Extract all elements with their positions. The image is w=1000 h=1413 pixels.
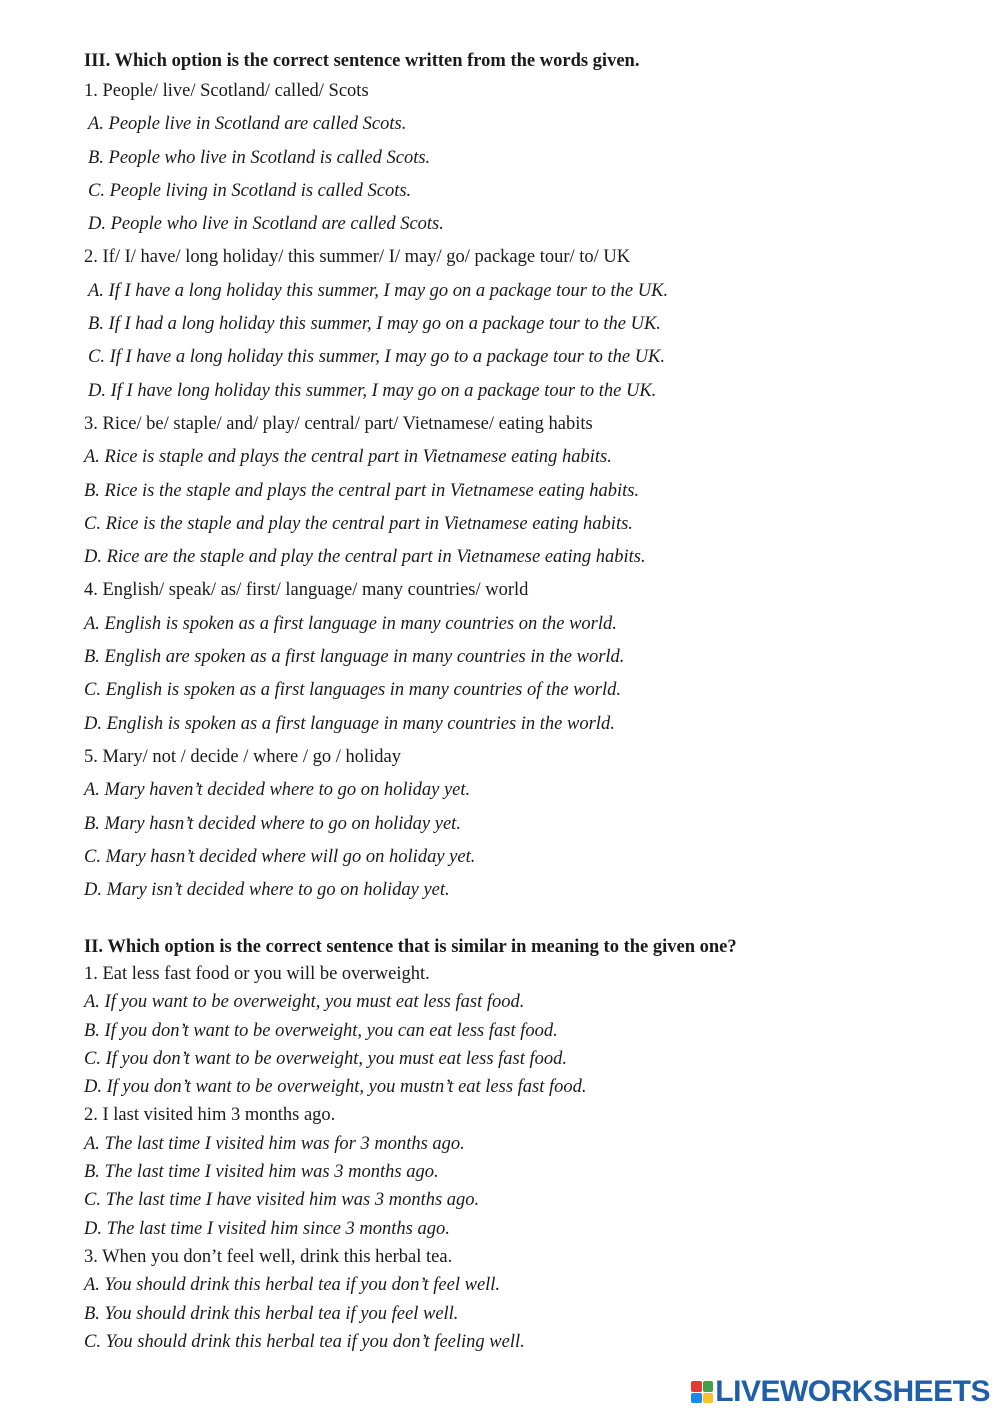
answer-option[interactable]: B. If I had a long holiday this summer, I may go on a package tour to the UK. xyxy=(88,314,661,335)
answer-option[interactable]: A. Rice is staple and plays the central part in Vietnamese eating habits. xyxy=(84,447,612,468)
answer-option[interactable]: D. People who live in Scotland are called Scots. xyxy=(88,214,444,235)
question-prompt: 1. Eat less fast food or you will be overweight. xyxy=(84,964,430,984)
answer-option[interactable]: C. Rice is the staple and play the central part in Vietnamese eating habits. xyxy=(84,513,633,534)
answer-option[interactable]: C. If you don’t want to be overweight, you must eat less fast food. xyxy=(84,1048,568,1069)
question-prompt: 4. English/ speak/ as/ first/ language/ many countries/ world xyxy=(84,580,529,601)
answer-option[interactable]: B. English are spoken as a first language in many countries in the world. xyxy=(84,647,625,668)
section-two xyxy=(84,935,964,1356)
answer-option[interactable]: B. If you don’t want to be overweight, you can eat less fast food. xyxy=(84,1020,558,1041)
logo-square-blue xyxy=(691,1393,702,1404)
liveworksheets-brand-text: LIVEWORKSHEETS xyxy=(715,1375,990,1408)
answer-option[interactable]: A. If I have a long holiday this summer, I may go on a package tour to the UK. xyxy=(88,280,669,301)
question-prompt: 3. When you don’t feel well, drink this herbal tea. xyxy=(84,1246,453,1267)
answer-option[interactable]: D. If you don’t want to be overweight, you mustn’t eat less fast food. xyxy=(84,1077,587,1098)
answer-option[interactable]: A. If you want to be overweight, you must eat less fast food. xyxy=(84,992,525,1013)
answer-option[interactable]: A. Mary haven’t decided where to go on holiday yet. xyxy=(84,780,471,801)
answer-option[interactable]: B. Rice is the staple and plays the central part in Vietnamese eating habits. xyxy=(84,480,640,501)
answer-option[interactable]: A. English is spoken as a first language in many countries on the world. xyxy=(84,613,617,634)
question-prompt: 2. If/ I/ have/ long holiday/ this summer/ I/ may/ go/ package tour/ to/ UK xyxy=(84,247,631,268)
logo-square-green xyxy=(703,1381,714,1392)
answer-option[interactable]: C. People living in Scotland is called Scots. xyxy=(88,180,412,201)
answer-option[interactable]: C. English is spoken as a first languages in many countries of the world. xyxy=(84,680,622,701)
question-prompt: 1. People/ live/ Scotland/ called/ Scots xyxy=(84,81,369,101)
question-prompt: 2. I last visited him 3 months ago. xyxy=(84,1105,336,1126)
logo-square-red xyxy=(691,1381,702,1392)
answer-option[interactable]: B. You should drink this herbal tea if you feel well. xyxy=(84,1303,459,1324)
answer-option[interactable]: B. Mary hasn’t decided where to go on holiday yet. xyxy=(84,813,461,834)
answer-option[interactable]: A. The last time I visited him was for 3 months ago. xyxy=(84,1133,465,1154)
answer-option[interactable]: B. The last time I visited him was 3 months ago. xyxy=(84,1162,439,1183)
section-three xyxy=(84,48,964,907)
liveworksheets-logo[interactable] xyxy=(691,1377,990,1407)
answer-option[interactable]: D. English is spoken as a first language in many countries in the world. xyxy=(84,713,615,734)
answer-option[interactable]: C. You should drink this herbal tea if you don’t feeling well. xyxy=(84,1331,525,1352)
question-prompt: 3. Rice/ be/ staple/ and/ play/ central/ part/ Vietnamese/ eating habits xyxy=(84,413,593,434)
liveworksheets-logo-icon xyxy=(691,1381,713,1403)
answer-option[interactable]: C. Mary hasn’t decided where will go on holiday yet. xyxy=(84,846,476,867)
answer-option[interactable]: D. If I have long holiday this summer, I may go on a package tour to the UK. xyxy=(88,380,657,401)
answer-option[interactable]: D. The last time I visited him since 3 months ago. xyxy=(84,1218,450,1239)
answer-option[interactable]: A. People live in Scotland are called Scots. xyxy=(88,114,407,135)
answer-option[interactable]: C. The last time I have visited him was 3 months ago. xyxy=(84,1190,480,1211)
logo-square-yellow xyxy=(703,1393,714,1404)
question-prompt: 5. Mary/ not / decide / where / go / holiday xyxy=(84,746,401,767)
answer-option[interactable]: D. Mary isn’t decided where to go on holiday yet. xyxy=(84,880,450,901)
section-three-heading: III. Which option is the correct sentence written from the words given. xyxy=(84,51,640,71)
answer-option[interactable]: B. People who live in Scotland is called Scots. xyxy=(88,147,431,168)
section-two-heading: II. Which option is the correct sentence that is similar in meaning to the given one? xyxy=(84,937,737,957)
answer-option[interactable]: A. You should drink this herbal tea if you don’t feel well. xyxy=(84,1275,501,1296)
answer-option[interactable]: C. If I have a long holiday this summer, I may go to a package tour to the UK. xyxy=(88,347,666,368)
answer-option[interactable]: D. Rice are the staple and play the central part in Vietnamese eating habits. xyxy=(84,547,646,568)
